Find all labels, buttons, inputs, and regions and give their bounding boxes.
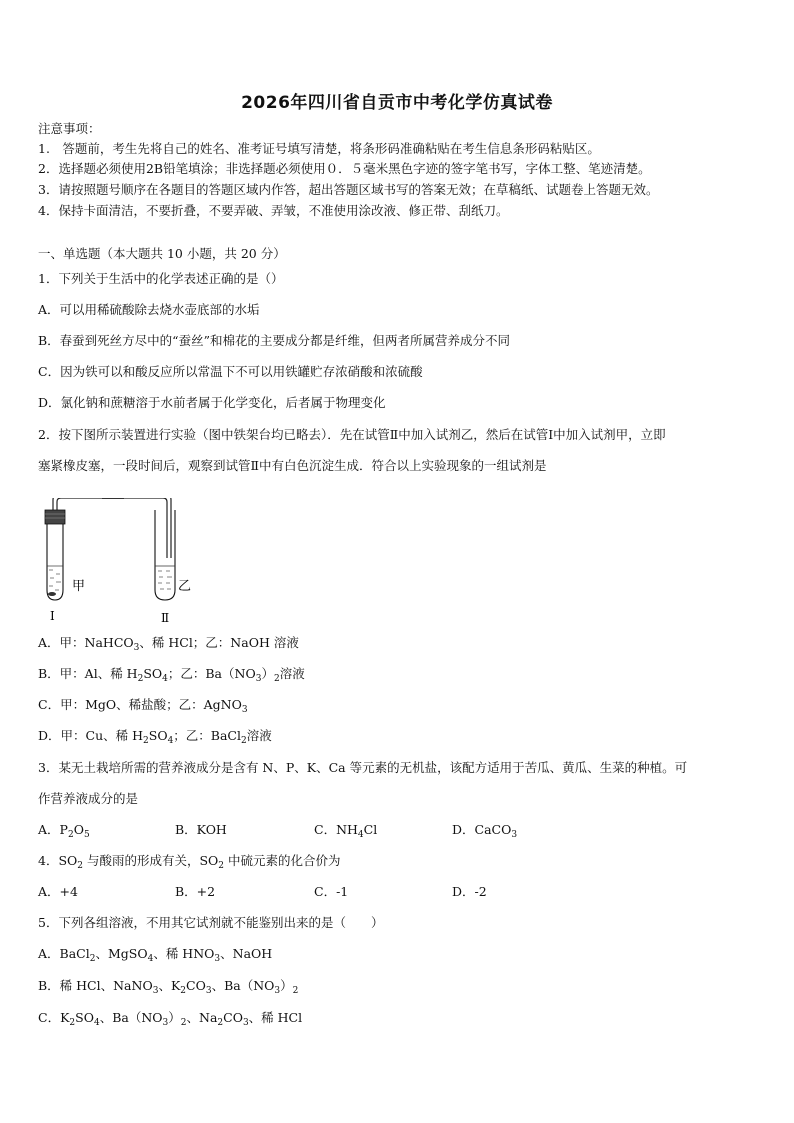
q2-option-d: D．甲：Cu、稀 $H_2SO_4$；乙：BaCl$_2$溶液 bbox=[38, 728, 272, 746]
notice-item-4: 4．保持卡面清洁，不要折叠，不要弄破、弄皱，不准使用涂改液、修正带、刮纸刀。 bbox=[38, 203, 509, 218]
q2-option-c: C．甲：MgO、稀盐酸；乙：AgNO$_3$ bbox=[38, 697, 248, 715]
q4-option-b: B．+2 bbox=[175, 884, 216, 899]
q4-option-a: A．+4 bbox=[38, 884, 78, 899]
q2-stem-line2: 塞紧橡皮塞，一段时间后，观察到试管Ⅱ中有白色沉淀生成．符合以上实验现象的一组试剂是 bbox=[38, 458, 547, 473]
q5-option-b: B．稀 HCl、NaNO$_3$、$K_2CO_3$、$Ba(NO_3)_2$ bbox=[38, 978, 299, 996]
q4-option-c: C．-1 bbox=[314, 884, 349, 899]
q2-option-b: B．甲：Al、稀 $H_2SO_4$；乙：$Ba(NO_3)_2$溶液 bbox=[38, 666, 305, 684]
q5-option-c: C．$K_2SO_4$、$Ba(NO_3)_2$、$Na_2CO_3$、稀 HCl bbox=[38, 1010, 303, 1028]
q1-option-c: C．因为铁可以和酸反应所以常温下不可以用铁罐贮存浓硝酸和浓硫酸 bbox=[38, 364, 423, 379]
tube-label-1: Ⅰ bbox=[50, 609, 55, 623]
q2-stem-line1: 2．按下图所示装置进行实验（图中铁架台均已略去）．先在试管Ⅱ中加入试剂乙，然后在试管Ⅰ中加入试剂甲，立即 bbox=[38, 427, 666, 442]
q3-option-a: A．$P_2O_5$ bbox=[38, 822, 90, 840]
reagent-label-yi: 乙 bbox=[178, 579, 192, 594]
q1-option-d: D．氯化钠和蔗糖溶于水前者属于化学变化，后者属于物理变化 bbox=[38, 395, 386, 410]
q3-stem-line1: 3．某无土栽培所需的营养液成分是含有 N、P、K、Ca 等元素的无机盐，该配方适用于苦瓜、黄瓜、生菜的种植。可 bbox=[38, 760, 688, 775]
q3-option-b: B．KOH bbox=[175, 822, 227, 837]
page-title: 2026年四川省自贡市中考化学仿真试卷 bbox=[241, 93, 553, 113]
notice-item-2: 2．选择题必须使用2B铅笔填涂；非选择题必须使用０．５毫米黑色字迹的签字笔书写，字体工整、笔迹清楚。 bbox=[38, 161, 651, 176]
q1-option-b: B．春蚕到死丝方尽中的“蚕丝”和棉花的主要成分都是纤维，但两者所属营养成分不同 bbox=[38, 333, 510, 348]
tube-label-2: Ⅱ bbox=[161, 611, 170, 625]
q3-option-c: C．$NH_4Cl$ bbox=[314, 822, 378, 840]
q1-stem: 1．下列关于生活中的化学表述正确的是（） bbox=[38, 271, 284, 286]
test-tube-apparatus-figure bbox=[38, 498, 198, 626]
reagent-label-jia: 甲 bbox=[72, 579, 86, 594]
q4-option-d: D．-2 bbox=[452, 884, 487, 899]
q2-option-a: A．甲：NaHCO$_3$、稀 HCl；乙：NaOH 溶液 bbox=[38, 635, 299, 653]
q3-option-d: D．CaCO$_3$ bbox=[452, 822, 518, 840]
notice-item-3: 3．请按照题号顺序在各题目的答题区域内作答，超出答题区域书写的答案无效；在草稿纸、试题卷上答题无效。 bbox=[38, 182, 659, 197]
notice-heading: 注意事项： bbox=[38, 121, 101, 136]
notice-item-1: 1. 答题前，考生先将自己的姓名、准考证号填写清楚，将条形码准确粘贴在考生信息条形码粘贴区。 bbox=[38, 141, 600, 156]
section-heading: 一、单选题（本大题共 10 小题，共 20 分） bbox=[38, 246, 286, 261]
q3-stem-line2: 作营养液成分的是 bbox=[38, 791, 139, 806]
q5-option-a: A．BaCl$_2$、MgSO$_4$、稀 $HNO_3$、NaOH bbox=[38, 946, 273, 964]
q1-option-a: A．可以用稀硫酸除去烧水壶底部的水垢 bbox=[38, 302, 260, 317]
q4-stem: 4．$SO_2$ 与酸雨的形成有关，$SO_2$ 中硫元素的化合价为 bbox=[38, 853, 341, 871]
q5-stem: 5．下列各组溶液，不用其它试剂就不能鉴别出来的是（ ） bbox=[38, 915, 384, 930]
